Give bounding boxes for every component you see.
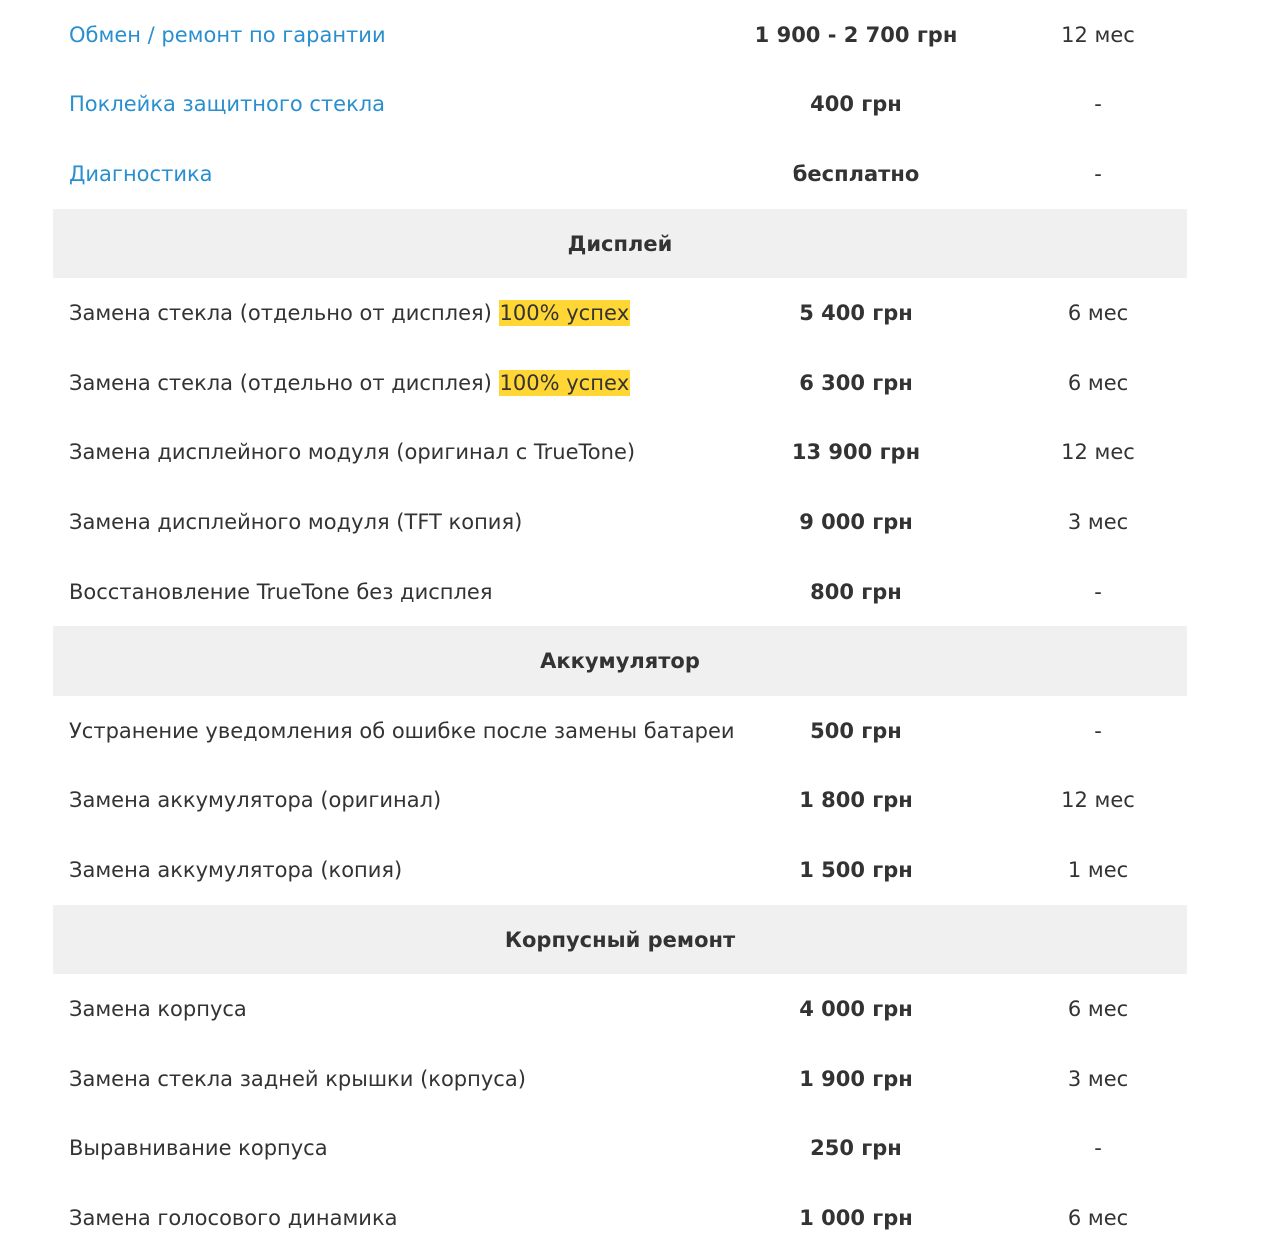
price-value: 800 грн — [810, 579, 902, 604]
section-header — [53, 626, 1187, 696]
price-row — [53, 348, 1187, 418]
service-name-cell — [53, 92, 753, 116]
service-link[interactable]: Обмен / ремонт по гарантии — [69, 22, 386, 47]
price-row — [53, 696, 1187, 766]
service-name: Замена дисплейного модуля (TFT копия) — [69, 509, 523, 534]
price-row — [53, 70, 1187, 140]
service-name-cell — [53, 23, 753, 47]
service-link[interactable]: Поклейка защитного стекла — [69, 92, 386, 117]
warranty-value: - — [1094, 579, 1102, 604]
warranty-value: 6 мес — [1067, 301, 1129, 326]
service-name-cell — [53, 162, 753, 186]
section-title: Дисплей — [567, 231, 673, 256]
warranty-value: 12 мес — [1061, 22, 1135, 47]
warranty-value: 12 мес — [1061, 788, 1135, 813]
service-name-cell — [53, 858, 753, 882]
service-name-cell — [53, 1206, 753, 1230]
price-value: 1 900 - 2 700 грн — [754, 22, 958, 47]
price-value: бесплатно — [792, 161, 920, 186]
price-row — [53, 766, 1187, 836]
warranty-value: 3 мес — [1067, 509, 1129, 534]
service-name: Замена аккумулятора (оригинал) — [69, 788, 442, 813]
service-name: Замена стекла (отдельно от дисплея) — [69, 370, 492, 395]
price-value: 6 300 грн — [799, 370, 913, 395]
service-name-cell — [53, 719, 753, 743]
service-name-cell — [53, 510, 753, 534]
price-row — [53, 557, 1187, 627]
service-link[interactable]: Диагностика — [69, 161, 213, 186]
service-name-cell — [53, 1136, 753, 1160]
price-row — [53, 139, 1187, 209]
service-name: Выравнивание корпуса — [69, 1136, 328, 1161]
service-name-cell — [53, 301, 753, 325]
warranty-value: 1 мес — [1067, 857, 1129, 882]
service-name: Устранение уведомления об ошибке после замены батареи — [69, 718, 735, 743]
warranty-value: 6 мес — [1067, 997, 1129, 1022]
service-name: Замена голосового динамика — [69, 1205, 398, 1230]
price-row — [53, 1044, 1187, 1114]
success-badge: 100% успех — [499, 370, 630, 395]
service-name-cell — [53, 788, 753, 812]
price-value: 500 грн — [810, 718, 902, 743]
warranty-value: 12 мес — [1061, 440, 1135, 465]
service-name: Замена стекла (отдельно от дисплея) — [69, 301, 492, 326]
service-name-cell — [53, 997, 753, 1021]
price-value: 1 500 грн — [799, 857, 913, 882]
price-row — [53, 835, 1187, 905]
warranty-value: 3 мес — [1067, 1066, 1129, 1091]
price-row — [53, 418, 1187, 488]
warranty-value: 6 мес — [1067, 1205, 1129, 1230]
section-title: Аккумулятор — [540, 649, 700, 674]
warranty-value: - — [1094, 161, 1102, 186]
warranty-value: - — [1094, 1136, 1102, 1161]
service-name-cell — [53, 440, 753, 464]
price-row — [53, 278, 1187, 348]
price-value: 13 900 грн — [791, 440, 921, 465]
service-name: Замена дисплейного модуля (оригинал с TrueTone) — [69, 440, 636, 465]
price-row — [53, 0, 1187, 70]
price-row — [53, 1183, 1187, 1253]
warranty-value: 6 мес — [1067, 370, 1129, 395]
price-table — [53, 0, 1187, 1253]
service-name: Восстановление TrueTone без дисплея — [69, 579, 493, 604]
price-value: 400 грн — [810, 92, 902, 117]
price-value: 250 грн — [810, 1136, 902, 1161]
price-value: 4 000 грн — [799, 997, 913, 1022]
service-name: Замена стекла задней крышки (корпуса) — [69, 1066, 526, 1091]
section-header — [53, 209, 1187, 279]
price-value: 5 400 грн — [799, 301, 913, 326]
price-row — [53, 1114, 1187, 1184]
price-row — [53, 487, 1187, 557]
price-row — [53, 974, 1187, 1044]
success-badge: 100% успех — [499, 301, 630, 326]
section-title: Корпусный ремонт — [504, 927, 736, 952]
service-name-cell — [53, 580, 753, 604]
price-value: 1 900 грн — [799, 1066, 913, 1091]
price-value: 1 000 грн — [799, 1205, 913, 1230]
service-name-cell — [53, 371, 753, 395]
service-name-cell — [53, 1067, 753, 1091]
price-value: 1 800 грн — [799, 788, 913, 813]
service-name: Замена корпуса — [69, 997, 247, 1022]
price-value: 9 000 грн — [799, 509, 913, 534]
service-name: Замена аккумулятора (копия) — [69, 857, 403, 882]
warranty-value: - — [1094, 718, 1102, 743]
section-header — [53, 905, 1187, 975]
warranty-value: - — [1094, 92, 1102, 117]
